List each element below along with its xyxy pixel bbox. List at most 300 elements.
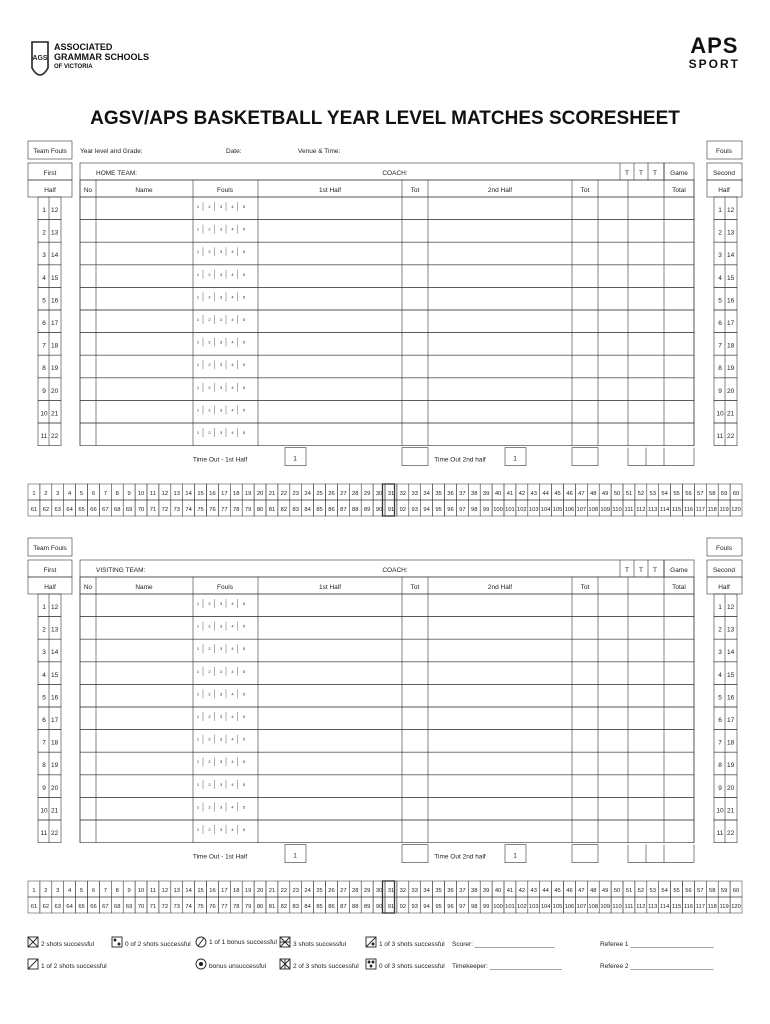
- page-title: AGSV/APS BASKETBALL YEAR LEVEL MATCHES SCORESHEET: [90, 108, 680, 129]
- running-score-number: 93: [411, 507, 418, 513]
- foul-digit: 5: [242, 668, 246, 674]
- foul-digit: 5: [242, 714, 246, 719]
- running-score-number: 21: [268, 888, 276, 894]
- timekeeper-line: Timekeeper: ____________________: [452, 963, 562, 970]
- foul-digit: 1: [196, 623, 200, 629]
- scorer-line: Scorer: ______________________: [452, 941, 555, 948]
- running-score-number: 52: [637, 888, 645, 894]
- legend-two-of-three: 2 of 3 shots successful: [293, 963, 359, 970]
- running-score-number: 28: [352, 491, 359, 497]
- running-score-number: 101: [505, 507, 515, 513]
- running-score-number: 18: [233, 491, 240, 497]
- running-score-number: 99: [482, 904, 490, 910]
- running-score-number: 58: [709, 888, 716, 894]
- player-row[interactable]: [80, 333, 694, 356]
- second-label: Second: [712, 567, 736, 574]
- foul-number-right-b: 19: [727, 762, 735, 770]
- running-score-number: 111: [624, 904, 634, 910]
- timeout-box[interactable]: [402, 448, 428, 466]
- running-score-number: 5: [79, 888, 84, 894]
- running-score-number: 39: [482, 491, 490, 497]
- player-row[interactable]: [80, 197, 694, 220]
- player-row[interactable]: [80, 355, 694, 378]
- running-score-number: 88: [352, 507, 359, 513]
- running-score-number: 84: [304, 507, 311, 513]
- running-score-number: 27: [340, 888, 347, 894]
- running-score-number: 55: [673, 888, 680, 894]
- running-score-number: 103: [528, 904, 539, 910]
- foul-digit: 1: [196, 646, 200, 652]
- running-score-number: 40: [494, 888, 502, 894]
- foul-number-right: 10: [716, 807, 724, 815]
- foul-digit: 1: [196, 804, 200, 810]
- running-score-number: 26: [328, 491, 335, 497]
- foul-number-right-b: 18: [727, 342, 735, 350]
- team-name-row[interactable]: [80, 560, 664, 577]
- foul-digit: 1: [196, 317, 200, 322]
- running-score-number: 74: [185, 507, 192, 513]
- foul-digit: 5: [242, 204, 246, 209]
- foul-digit: 2: [208, 759, 211, 765]
- foul-digit: 4: [231, 714, 234, 719]
- player-row[interactable]: [80, 265, 694, 288]
- running-score-number: 69: [125, 904, 133, 910]
- foul-number-left: 5: [42, 694, 46, 702]
- running-score-number: 57: [697, 491, 704, 497]
- legend-zero-of-two: 0 of 2 shots successful: [125, 941, 191, 948]
- foul-number-left: 1: [42, 207, 46, 214]
- running-score-number: 104: [540, 904, 551, 910]
- player-row[interactable]: [80, 820, 694, 843]
- running-score-number: 35: [435, 491, 442, 497]
- running-score-number: 108: [588, 904, 599, 910]
- team-label: VISITING TEAM:: [96, 567, 146, 574]
- running-score-number: 100: [493, 507, 503, 513]
- running-score-number: 92: [399, 507, 407, 513]
- running-score-number: 102: [517, 904, 527, 910]
- foul-number-left: 5: [42, 297, 46, 305]
- running-score-number: 78: [233, 507, 240, 513]
- foul-digit: 1: [196, 294, 200, 300]
- running-score-number: 98: [471, 507, 478, 513]
- player-row[interactable]: [80, 242, 694, 265]
- timeout-box[interactable]: [572, 448, 598, 466]
- timeout-box[interactable]: [572, 845, 598, 863]
- foul-digit: 4: [231, 430, 234, 435]
- player-row[interactable]: [80, 707, 694, 730]
- foul-digit: 5: [242, 759, 246, 765]
- x3-icon: [280, 937, 290, 947]
- foul-digit: 2: [208, 714, 211, 719]
- foul-number-left: 3: [42, 649, 46, 657]
- foul-number-right: 8: [718, 365, 722, 373]
- running-score-number: 78: [233, 904, 240, 910]
- foul-digit: 4: [231, 249, 234, 255]
- foul-number-right: 2: [718, 229, 722, 237]
- running-score-number: 23: [292, 888, 299, 894]
- running-score-number: 9: [127, 491, 131, 497]
- no-label: No: [83, 187, 93, 194]
- running-score-number: 28: [352, 888, 359, 894]
- running-score-number: 63: [54, 507, 61, 513]
- running-score-number: 90: [375, 507, 383, 513]
- tot-label: Tot: [410, 584, 420, 591]
- foul-digit: 3: [219, 339, 223, 345]
- running-score-number: 67: [102, 507, 109, 513]
- foul-number-right-b: 20: [727, 784, 735, 792]
- foul-number-left: 2: [42, 229, 46, 237]
- player-row[interactable]: [80, 400, 694, 423]
- player-row[interactable]: [80, 287, 694, 310]
- foul-digit: 5: [242, 691, 246, 697]
- running-score-number: 42: [518, 888, 526, 894]
- foul-digit: 4: [231, 407, 234, 413]
- player-row[interactable]: [80, 378, 694, 401]
- foul-number-left: 8: [42, 762, 46, 770]
- running-score-number: 117: [695, 904, 705, 910]
- running-score-number: 104: [540, 507, 551, 513]
- foul-number-right: 6: [718, 320, 722, 327]
- foul-digit: 2: [208, 623, 211, 629]
- foul-digit: 5: [242, 430, 246, 435]
- foul-number-right: 1: [718, 604, 722, 611]
- foul-number-left: 10: [40, 807, 48, 815]
- running-score-number: 31: [387, 888, 395, 894]
- running-score-number: 62: [42, 904, 50, 910]
- foul-digit: 1: [196, 226, 200, 232]
- player-row[interactable]: [80, 775, 694, 798]
- running-score-number: 89: [363, 904, 371, 910]
- running-score-number: 31: [387, 491, 395, 497]
- running-score-number: 12: [161, 491, 169, 497]
- foul-number-right: 11: [716, 433, 724, 440]
- foul-digit: 5: [242, 623, 246, 629]
- timeout-t-label: T: [639, 170, 643, 177]
- player-row[interactable]: [80, 662, 694, 685]
- running-score-number: 79: [244, 904, 252, 910]
- dots3-icon: [366, 959, 376, 969]
- foul-digit: 3: [219, 668, 223, 674]
- slash-dot-icon: [366, 937, 376, 947]
- foul-digit: 4: [231, 623, 234, 629]
- foul-digit: 1: [196, 384, 200, 390]
- running-score-number: 17: [221, 888, 228, 894]
- foul-number-left-b: 12: [51, 604, 59, 611]
- timeout-second-half-label: Time Out 2nd half: [434, 853, 486, 861]
- foul-digit: 3: [219, 226, 223, 232]
- running-score-number: 86: [328, 904, 335, 910]
- foul-digit: 2: [208, 362, 211, 368]
- foul-number-left-b: 14: [51, 649, 59, 657]
- running-score-number: 4: [68, 888, 72, 894]
- foul-digit: 3: [219, 623, 223, 629]
- legend-one-of-two: 1 of 2 shots successful: [41, 963, 107, 970]
- foul-number-left-b: 17: [51, 717, 59, 724]
- column-header-row[interactable]: [80, 180, 694, 197]
- running-score-number: 23: [292, 491, 299, 497]
- legend-zero-of-three: 0 of 3 shots successful: [379, 963, 445, 970]
- foul-digit: 2: [208, 646, 211, 652]
- player-row[interactable]: [80, 594, 694, 617]
- running-score-number: 29: [363, 491, 371, 497]
- foul-number-left-b: 15: [51, 671, 59, 679]
- running-score-number: 47: [578, 888, 585, 894]
- sport-brand: SPORT: [688, 57, 740, 71]
- foul-number-right: 7: [718, 739, 722, 747]
- foul-digit: 5: [242, 646, 246, 652]
- running-score-number: 16: [209, 888, 216, 894]
- running-score-number: 54: [661, 491, 668, 497]
- running-score-number: 66: [90, 507, 97, 513]
- foul-digit: 2: [208, 668, 211, 674]
- player-row[interactable]: [80, 730, 694, 753]
- player-row[interactable]: [80, 220, 694, 243]
- foul-number-right-b: 21: [727, 807, 735, 815]
- running-score-number: 63: [54, 904, 61, 910]
- foul-number-left-b: 16: [51, 694, 59, 702]
- legend-two-shots: 2 shots successful: [41, 941, 95, 948]
- foul-number-right-b: 16: [727, 694, 735, 702]
- running-score-number: 86: [328, 507, 335, 513]
- running-score-number: 81: [268, 904, 276, 910]
- running-score-number: 46: [566, 491, 573, 497]
- running-score-number: 70: [137, 904, 145, 910]
- foul-digit: 4: [231, 759, 234, 765]
- foul-digit: 4: [231, 804, 234, 810]
- foul-number-right: 10: [716, 410, 724, 418]
- running-score-number: 24: [304, 491, 311, 497]
- running-score-number: 70: [137, 507, 145, 513]
- running-score-number: 5: [79, 491, 84, 497]
- running-score-number: 57: [697, 888, 704, 894]
- half-label: Half: [44, 584, 56, 591]
- foul-digit: 5: [242, 339, 246, 345]
- column-header-row[interactable]: [80, 577, 694, 594]
- foul-number-left-b: 16: [51, 297, 59, 305]
- running-score-number: 60: [732, 888, 740, 894]
- dots2-icon: [112, 937, 122, 947]
- foul-number-left: 11: [40, 433, 48, 440]
- running-score-number: 65: [78, 507, 85, 513]
- foul-digit: 1: [196, 691, 200, 697]
- foul-number-right-b: 20: [727, 387, 735, 395]
- foul-number-left-b: 15: [51, 274, 59, 282]
- running-score-number: 37: [459, 491, 466, 497]
- foul-number-left-b: 18: [51, 342, 59, 350]
- team-name-row[interactable]: [80, 163, 664, 180]
- foul-digit: 5: [242, 781, 246, 787]
- foul-number-right: 4: [718, 671, 722, 679]
- running-score-number: 69: [125, 507, 133, 513]
- timeout-number: 1: [293, 852, 297, 860]
- running-score-number: 114: [660, 507, 670, 513]
- running-score-number: 94: [423, 507, 430, 513]
- foul-digit: 2: [208, 781, 211, 787]
- running-score-number: 58: [709, 491, 716, 497]
- running-score-number: 47: [578, 491, 585, 497]
- running-score-number: 105: [552, 904, 563, 910]
- foul-digit: 1: [196, 759, 200, 765]
- running-score-number: 20: [256, 888, 264, 894]
- aps-brand: APS: [690, 33, 739, 58]
- name-label: Name: [135, 187, 153, 194]
- running-score-number: 27: [340, 491, 347, 497]
- foul-digit: 2: [208, 226, 211, 232]
- half-label: Half: [44, 187, 56, 194]
- foul-number-left-b: 13: [51, 229, 59, 237]
- foul-digit: 2: [208, 691, 211, 697]
- running-score-number: 25: [316, 888, 323, 894]
- running-score-number: 1: [32, 888, 36, 894]
- foul-number-left-b: 18: [51, 739, 59, 747]
- running-score-number: 38: [471, 491, 478, 497]
- foul-number-right-b: 14: [727, 252, 735, 260]
- player-row[interactable]: [80, 752, 694, 775]
- running-score-number: 101: [505, 904, 515, 910]
- foul-number-left-b: 20: [51, 387, 59, 395]
- foul-number-right-b: 18: [727, 739, 735, 747]
- foul-number-right: 9: [718, 784, 722, 792]
- running-score-number: 26: [328, 888, 335, 894]
- foul-digit: 2: [208, 601, 211, 606]
- running-score-number: 68: [114, 904, 121, 910]
- foul-number-right: 5: [718, 694, 722, 702]
- running-score-number: 6: [91, 888, 96, 894]
- date-label: Date:: [226, 148, 242, 155]
- running-score-number: 75: [197, 507, 204, 513]
- no-label: No: [83, 584, 93, 591]
- running-score-number: 10: [137, 888, 145, 894]
- first-label: First: [43, 567, 57, 574]
- player-row[interactable]: [80, 797, 694, 820]
- running-score-number: 109: [600, 904, 610, 910]
- foul-digit: 3: [219, 736, 223, 742]
- running-score-number: 118: [707, 507, 717, 513]
- foul-digit: 1: [196, 339, 200, 345]
- foul-digit: 4: [231, 204, 234, 209]
- running-score-number: 13: [173, 888, 180, 894]
- legend-bonus-unsuccessful: bonus unsuccessful: [209, 963, 267, 970]
- x3b-icon: [280, 959, 290, 969]
- running-score-number: 35: [435, 888, 442, 894]
- foul-number-left-b: 21: [51, 410, 59, 418]
- running-score-number: 72: [161, 507, 169, 513]
- player-row[interactable]: [80, 639, 694, 662]
- running-score-number: 91: [387, 507, 395, 513]
- name-label: Name: [135, 584, 153, 591]
- tot2-label: Tot: [580, 584, 590, 591]
- timeout-box[interactable]: [402, 845, 428, 863]
- foul-digit: 1: [196, 362, 200, 368]
- running-score-number: 88: [352, 904, 359, 910]
- foul-digit: 2: [208, 249, 211, 255]
- running-score-number: 45: [554, 491, 561, 497]
- running-score-number: 8: [115, 491, 119, 497]
- foul-digit: 5: [242, 362, 246, 368]
- legend-one-of-one: 1 of 1 bonus successful: [209, 939, 277, 946]
- fouls-col-label: Fouls: [217, 187, 233, 194]
- foul-digit: 3: [219, 384, 223, 390]
- foul-number-left-b: 12: [51, 207, 59, 214]
- running-score-number: 77: [221, 507, 228, 513]
- running-score-number: 100: [493, 904, 503, 910]
- running-score-number: 51: [625, 888, 633, 894]
- running-score-number: 97: [459, 904, 466, 910]
- running-score-number: 96: [447, 507, 454, 513]
- running-score-number: 14: [185, 888, 192, 894]
- slash-icon: [28, 959, 38, 969]
- foul-digit: 2: [208, 384, 211, 390]
- running-score-number: 1: [32, 491, 36, 497]
- running-score-number: 61: [30, 904, 38, 910]
- running-score-number: 3: [56, 888, 60, 894]
- foul-digit: 3: [219, 204, 223, 209]
- running-score-number: 94: [423, 904, 430, 910]
- running-score-number: 114: [660, 904, 670, 910]
- running-score-number: 9: [127, 888, 131, 894]
- timeout-second-half-label: Time Out 2nd half: [434, 456, 486, 464]
- running-score-number: 82: [280, 904, 288, 910]
- player-row[interactable]: [80, 617, 694, 640]
- foul-digit: 4: [231, 294, 234, 300]
- running-score-number: 71: [149, 507, 157, 513]
- player-row[interactable]: [80, 310, 694, 333]
- foul-digit: 5: [242, 384, 246, 390]
- foul-digit: 4: [231, 317, 234, 322]
- foul-number-left: 9: [42, 784, 46, 792]
- running-score-number: 32: [399, 888, 407, 894]
- foul-number-left: 7: [42, 342, 46, 350]
- player-row[interactable]: [80, 684, 694, 707]
- foul-digit: 4: [231, 362, 234, 368]
- foul-digit: 3: [219, 804, 223, 810]
- second-label: Second: [712, 170, 736, 177]
- running-score-number: 49: [601, 491, 609, 497]
- foul-digit: 2: [208, 736, 211, 742]
- foul-number-left-b: 21: [51, 807, 59, 815]
- running-score-number: 92: [399, 904, 407, 910]
- org-line1: ASSOCIATED: [54, 42, 113, 52]
- foul-number-left-b: 19: [51, 762, 59, 770]
- player-row[interactable]: [80, 423, 694, 446]
- org-line2: GRAMMAR SCHOOLS: [54, 52, 149, 62]
- running-score-number: 56: [685, 491, 692, 497]
- running-score-number: 14: [185, 491, 192, 497]
- foul-number-right-b: 13: [727, 626, 735, 634]
- running-score-number: 12: [161, 888, 169, 894]
- foul-digit: 5: [242, 736, 246, 742]
- foul-digit: 5: [242, 226, 246, 232]
- running-score-number: 95: [435, 507, 442, 513]
- tot2-label: Tot: [580, 187, 590, 194]
- running-score-number: 115: [671, 507, 682, 513]
- foul-digit: 2: [208, 430, 211, 435]
- running-score-number: 15: [197, 888, 204, 894]
- foul-digit: 1: [196, 407, 200, 413]
- running-score-number: 45: [554, 888, 561, 894]
- timeout-t-label: T: [639, 567, 643, 574]
- running-score-number: 77: [221, 904, 228, 910]
- running-score-number: 19: [244, 491, 252, 497]
- foul-number-left: 7: [42, 739, 46, 747]
- running-score-number: 11: [149, 491, 156, 497]
- foul-number-right: 4: [718, 274, 722, 282]
- running-score-number: 46: [566, 888, 573, 894]
- foul-digit: 5: [242, 407, 246, 413]
- running-score-number: 82: [280, 507, 288, 513]
- foul-digit: 5: [242, 827, 246, 832]
- foul-digit: 1: [196, 601, 200, 606]
